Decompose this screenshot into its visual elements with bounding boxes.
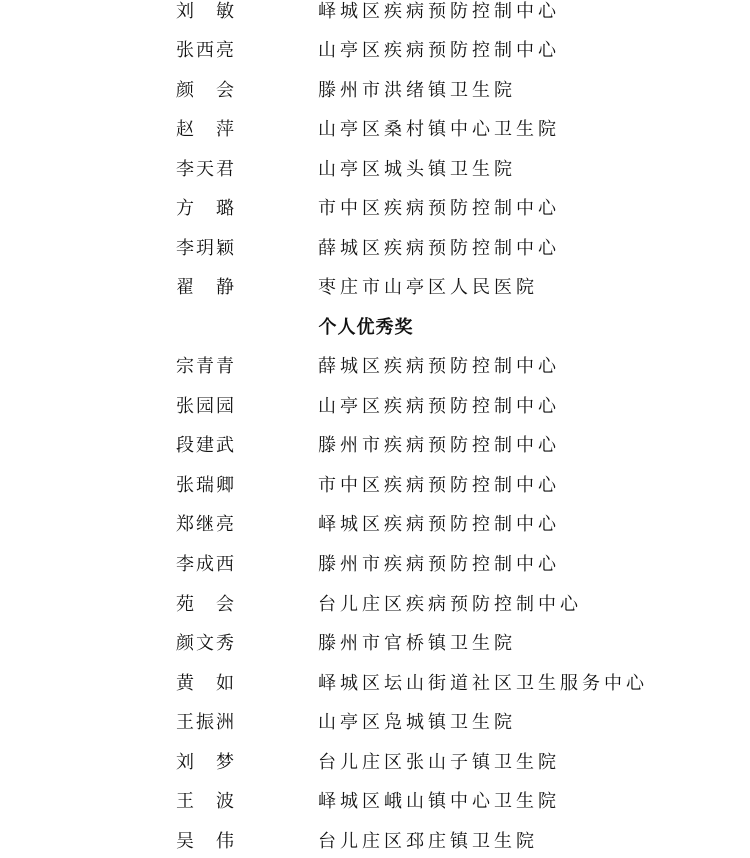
- organization-name: 台儿庄区疾病预防控制中心: [318, 594, 582, 615]
- list-item: [0, 826, 750, 858]
- organization-name: 滕州市疾病预防控制中心: [318, 435, 560, 456]
- section-heading-text: 个人优秀奖: [318, 317, 414, 338]
- person-name: 苑 会: [176, 594, 236, 615]
- list-item: [0, 272, 750, 304]
- person-name: 赵 萍: [176, 119, 236, 140]
- list-item: [0, 154, 750, 186]
- person-name: 翟 静: [176, 277, 236, 298]
- person-name: 郑继亮: [176, 514, 236, 535]
- list-item: [0, 193, 750, 225]
- list-item: [0, 668, 750, 700]
- list-item: [0, 509, 750, 541]
- list-item: [0, 75, 750, 107]
- organization-name: 峄城区峨山镇中心卫生院: [318, 791, 560, 812]
- organization-name: 山亭区城头镇卫生院: [318, 159, 516, 180]
- person-name: 颜文秀: [176, 633, 236, 654]
- list-item: [0, 549, 750, 581]
- list-item: [0, 391, 750, 423]
- list-item: [0, 589, 750, 621]
- person-name: 吴 伟: [176, 831, 236, 852]
- person-name: 颜 会: [176, 80, 236, 101]
- organization-name: 台儿庄区邳庄镇卫生院: [318, 831, 538, 852]
- person-name: 张园园: [176, 396, 236, 417]
- list-item: [0, 114, 750, 146]
- list-item: [0, 628, 750, 660]
- organization-name: 市中区疾病预防控制中心: [318, 475, 560, 496]
- person-name: 段建武: [176, 435, 236, 456]
- organization-name: 薛城区疾病预防控制中心: [318, 238, 560, 259]
- organization-name: 峄城区疾病预防控制中心: [318, 514, 560, 535]
- person-name: 王振洲: [176, 712, 236, 733]
- organization-name: 峄城区坛山街道社区卫生服务中心: [318, 673, 648, 694]
- person-name: 王 波: [176, 791, 236, 812]
- list-item: [0, 786, 750, 818]
- organization-name: 滕州市官桥镇卫生院: [318, 633, 516, 654]
- organization-name: 枣庄市山亭区人民医院: [318, 277, 538, 298]
- organization-name: 台儿庄区张山子镇卫生院: [318, 752, 560, 773]
- list-item: [0, 233, 750, 265]
- organization-name: 山亭区疾病预防控制中心: [318, 40, 560, 61]
- list-item: [0, 0, 750, 28]
- person-name: 李玥颖: [176, 238, 236, 259]
- person-name: 方 璐: [176, 198, 236, 219]
- section-heading: [0, 312, 750, 344]
- person-name: 张西亮: [176, 40, 236, 61]
- organization-name: 滕州市洪绪镇卫生院: [318, 80, 516, 101]
- person-name: 宗青青: [176, 356, 236, 377]
- list-item: [0, 430, 750, 462]
- person-name: 李天君: [176, 159, 236, 180]
- person-name: 李成西: [176, 554, 236, 575]
- organization-name: 山亭区桑村镇中心卫生院: [318, 119, 560, 140]
- organization-name: 山亭区疾病预防控制中心: [318, 396, 560, 417]
- organization-name: 薛城区疾病预防控制中心: [318, 356, 560, 377]
- organization-name: 滕州市疾病预防控制中心: [318, 554, 560, 575]
- list-item: [0, 707, 750, 739]
- list-item: [0, 470, 750, 502]
- list-item: [0, 351, 750, 383]
- organization-name: 市中区疾病预防控制中心: [318, 198, 560, 219]
- person-name: 刘 梦: [176, 752, 236, 773]
- list-item: [0, 35, 750, 67]
- list-item: [0, 747, 750, 779]
- organization-name: 峄城区疾病预防控制中心: [318, 1, 560, 22]
- person-name: 黄 如: [176, 673, 236, 694]
- person-name: 张瑞卿: [176, 475, 236, 496]
- person-name: 刘 敏: [176, 1, 236, 22]
- organization-name: 山亭区凫城镇卫生院: [318, 712, 516, 733]
